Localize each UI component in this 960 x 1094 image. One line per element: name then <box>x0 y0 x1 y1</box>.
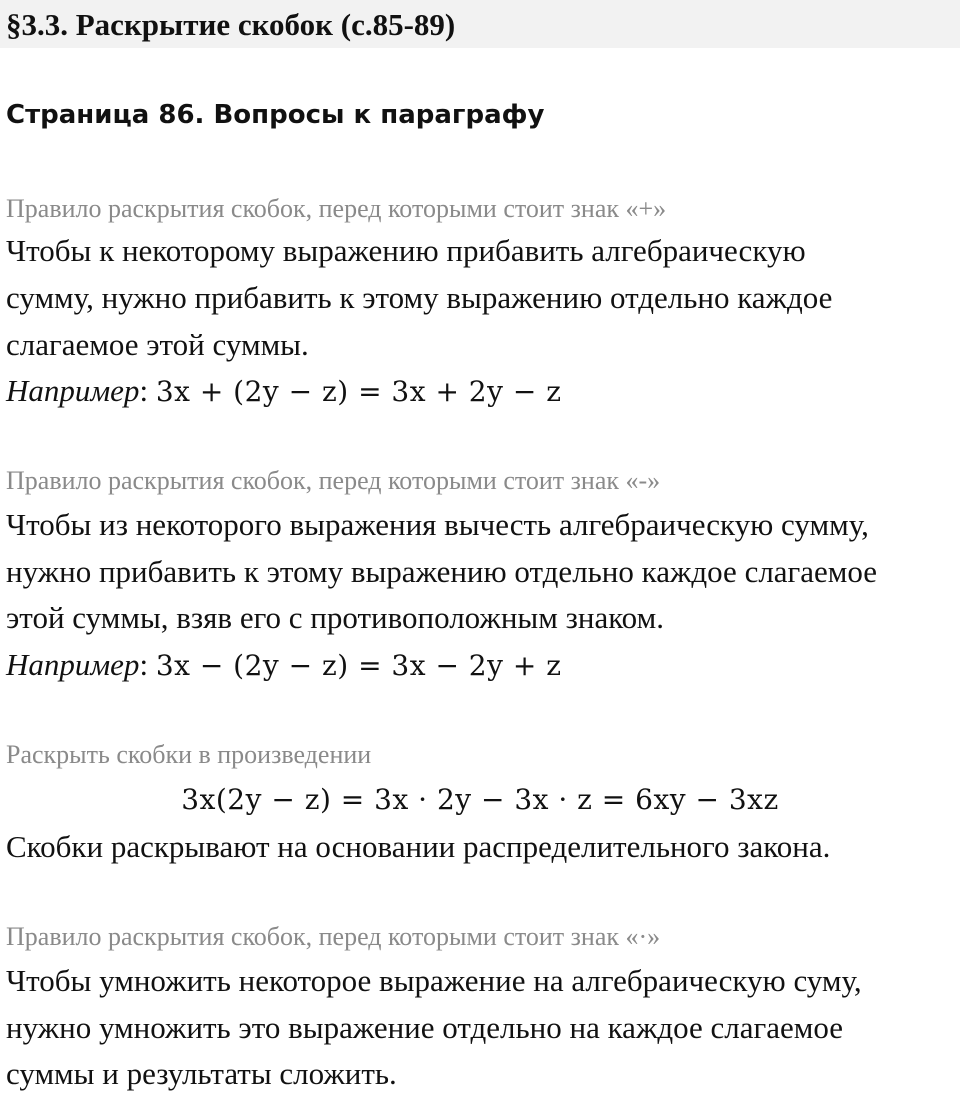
product-label: Раскрыть скобки в произведении <box>6 740 372 769</box>
example-separator: : <box>139 647 156 682</box>
plus-rule-line-3: слагаемое этой суммы. <box>6 327 309 362</box>
page-heading: Страница 86. Вопросы к параграфу <box>6 100 545 130</box>
multiply-rule-line-1: Чтобы умножить некоторое выражение на алгебраическую суму, <box>6 963 862 998</box>
multiply-rule-line-2: нужно умножить это выражение отдельно на каждое слагаемое <box>6 1010 843 1045</box>
multiply-rule-label: Правило раскрытия скобок, перед которыми стоит знак «·» <box>6 922 661 951</box>
plus-rule-example <box>6 371 561 412</box>
minus-rule-example <box>6 645 561 686</box>
plus-rule-line-1: Чтобы к некоторому выражению прибавить алгебраическую <box>6 233 806 268</box>
minus-rule-formula: 3x − (2y − z) = 3x − 2y + z <box>155 649 562 682</box>
product-formula: 3x(2y − z) = 3x · 2y − 3x · z = 6xy − 3xz <box>181 783 779 816</box>
plus-rule-formula: 3x + (2y − z) = 3x + 2y − z <box>155 375 562 408</box>
minus-rule-line-3: этой суммы, взяв его с противоположным знаком. <box>6 600 664 635</box>
plus-rule-label: Правило раскрытия скобок, перед которыми стоит знак «+» <box>6 194 667 223</box>
section-title: §3.3. Раскрытие скобок (с.85-89) <box>6 7 456 42</box>
plus-rule-line-2: сумму, нужно прибавить к этому выражению отдельно каждое <box>6 280 833 315</box>
example-word: Например <box>6 373 140 408</box>
multiply-rule-line-3: суммы и результаты сложить. <box>6 1056 397 1091</box>
product-line: Скобки раскрывают на основании распределительного закона. <box>6 829 831 864</box>
minus-rule-label: Правило раскрытия скобок, перед которыми стоит знак «-» <box>6 466 661 495</box>
example-separator: : <box>139 373 156 408</box>
example-word: Например <box>6 647 140 682</box>
minus-rule-line-1: Чтобы из некоторого выражения вычесть алгебраическую сумму, <box>6 507 869 542</box>
minus-rule-line-2: нужно прибавить к этому выражению отдельно каждое слагаемое <box>6 554 878 589</box>
section-header-bar <box>0 0 960 48</box>
